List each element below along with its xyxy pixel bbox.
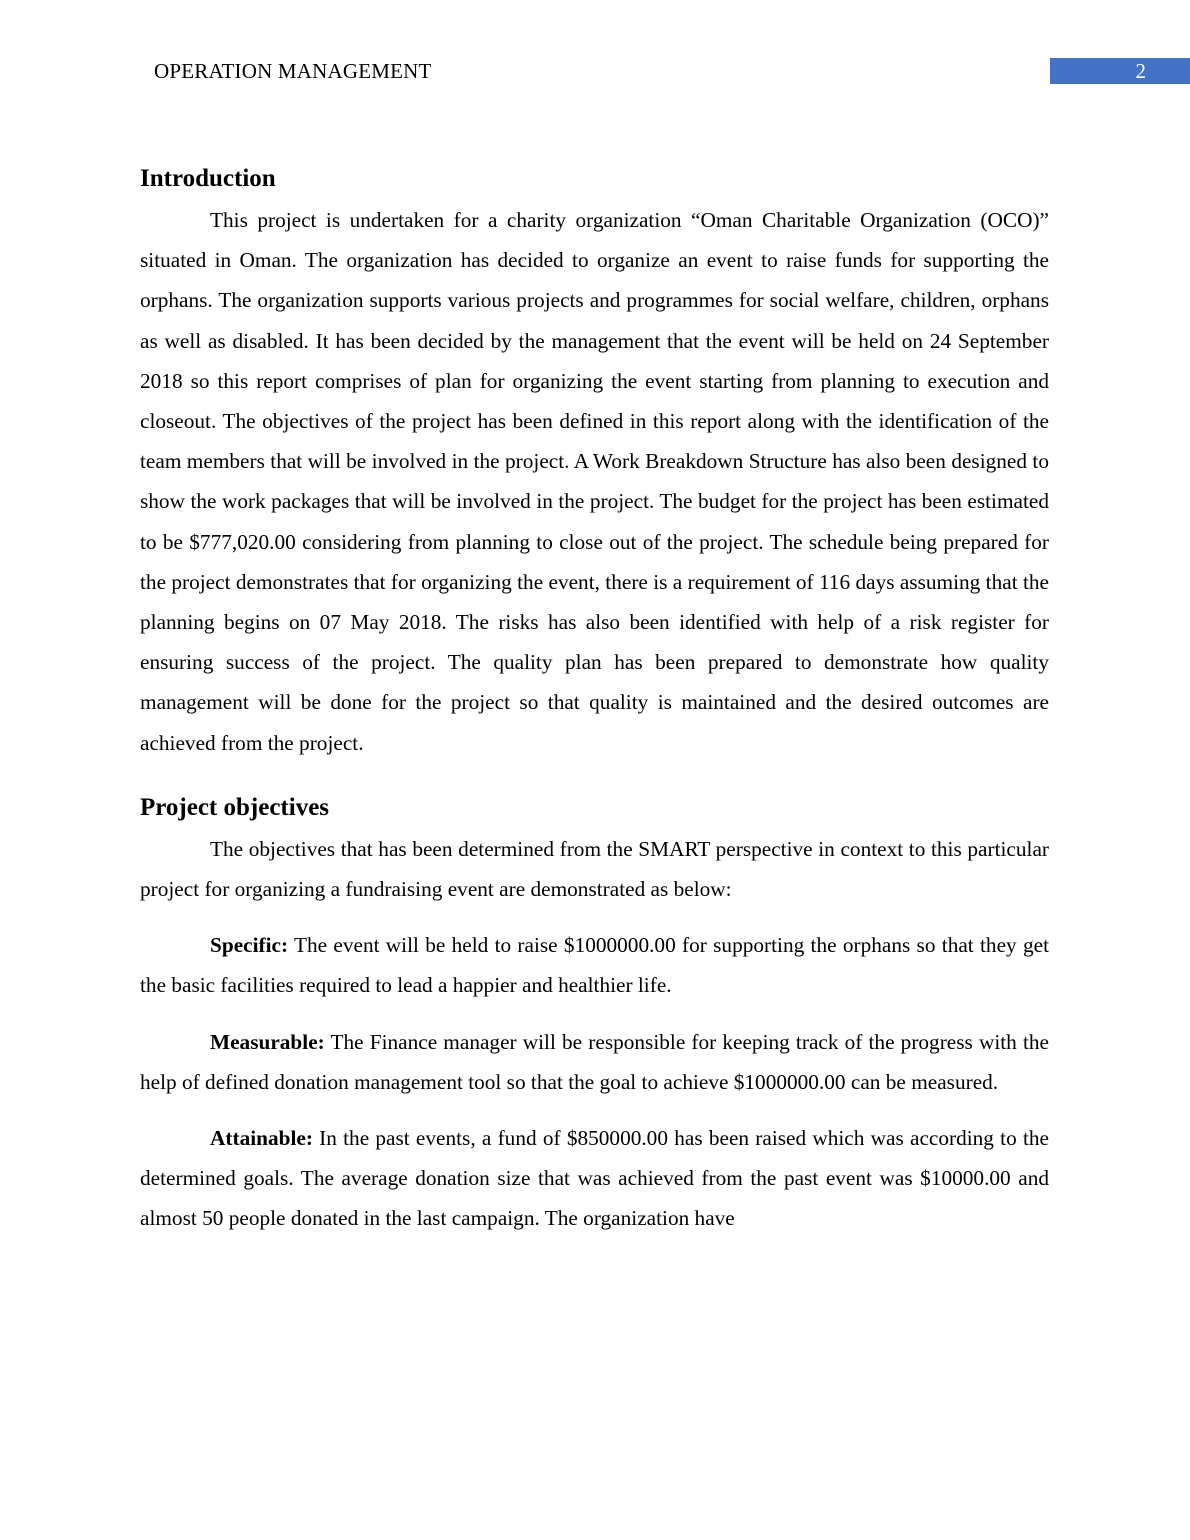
objective-attainable-text: In the past events, a fund of $850000.00 has been raised which was according to the determined goals. The average donation size that was achieved from the past event was $10000.00 and almost 50 people donated in the last campaign. The organization have xyxy=(140,1126,1049,1231)
objective-specific-label: Specific: xyxy=(210,933,289,958)
page-number-badge: 2 xyxy=(1050,58,1190,84)
objective-specific xyxy=(140,925,1049,1005)
objective-measurable xyxy=(140,1022,1049,1102)
objective-attainable xyxy=(140,1118,1049,1239)
document-body xyxy=(140,158,1049,1239)
running-header-title: OPERATION MANAGEMENT xyxy=(154,59,432,83)
introduction-paragraph: This project is undertaken for a charity organization “Oman Charitable Organization (OCO)” situated in Oman. The organization has decided to organize an event to raise funds for supporting the orphans. The organization supports various projects and programmes for social welfare, children, orphans as well as disabled. It has been decided by the management that the event will be held on 24 September 2018 so this report comprises of plan for organizing the event starting from planning to execution and closeout. The objectives of the project has been defined in this report along with the identification of the team members that will be involved in the project. A Work Breakdown Structure has also been designed to show the work packages that will be involved in the project. The budget for the project has been estimated to be $777,020.00 considering from planning to close out of the project. The schedule being prepared for the project demonstrates that for organizing the event, there is a requirement of 116 days assuming that the planning begins on 07 May 2018. The risks has also been identified with help of a risk register for ensuring success of the project. The quality plan has been prepared to demonstrate how quality management will be done for the project so that quality is maintained and the desired outcomes are achieved from the project. xyxy=(140,208,1049,755)
objectives-intro-paragraph: The objectives that has been determined from the SMART perspective in context to this particular project for organizing a fundraising event are demonstrated as below: xyxy=(140,836,1049,902)
introduction-heading: Introduction xyxy=(140,165,276,192)
project-objectives-heading: Project objectives xyxy=(140,793,330,821)
objective-measurable-text: The Finance manager will be responsible for keeping track of the progress with the help of defined donation management tool so that the goal to achieve $1000000.00 can be measured. xyxy=(140,1029,1049,1094)
objective-measurable-label: Measurable: xyxy=(210,1029,325,1054)
objective-specific-text: The event will be held to raise $1000000.00 for supporting the orphans so that they get the basic facilities required to lead a happier and healthier life. xyxy=(140,933,1049,998)
objective-attainable-label: Attainable: xyxy=(210,1126,313,1151)
